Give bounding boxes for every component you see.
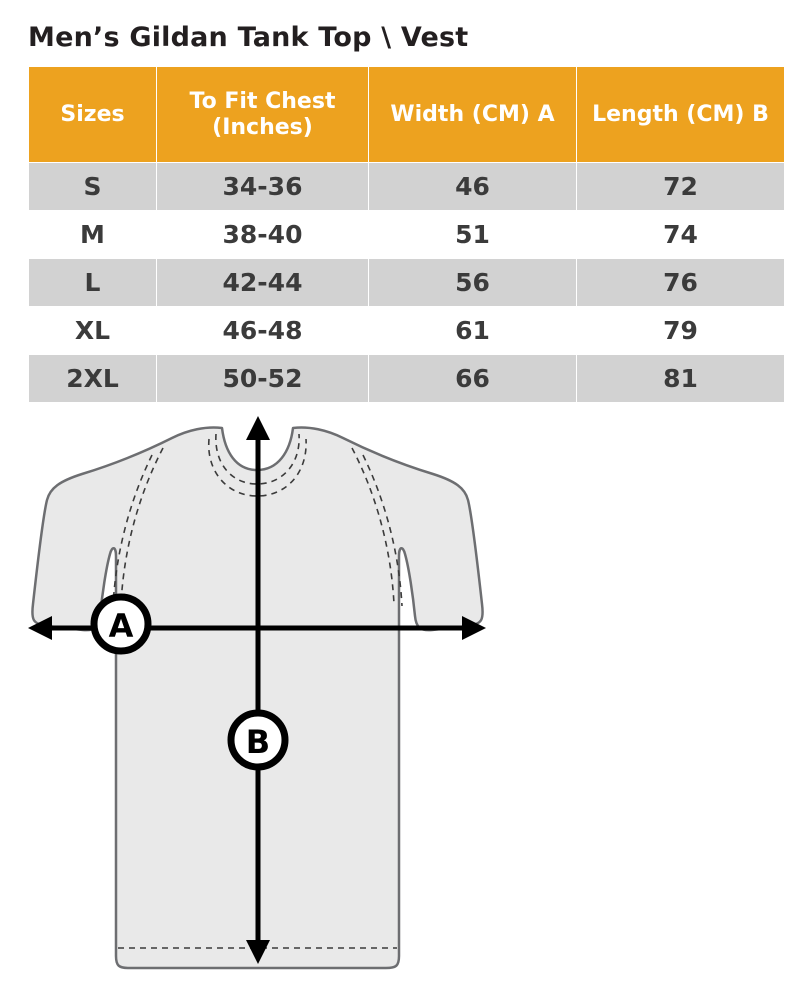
page-title: Men’s Gildan Tank Top \ Vest [28, 22, 469, 53]
marker-a [94, 597, 148, 651]
cell-chest: 42-44 [157, 259, 369, 307]
cell-length: 76 [577, 259, 785, 307]
marker-a-label: A [108, 607, 134, 645]
cell-width: 61 [369, 307, 577, 355]
cell-size: 2XL [29, 355, 157, 403]
table-row [29, 259, 785, 307]
size-chart-table [28, 66, 785, 403]
cell-chest: 50-52 [157, 355, 369, 403]
cell-length: 74 [577, 211, 785, 259]
cell-size: L [29, 259, 157, 307]
table-row [29, 211, 785, 259]
cell-length: 79 [577, 307, 785, 355]
table-header-row [29, 67, 785, 163]
marker-b-label: B [245, 723, 271, 761]
table-row [29, 163, 785, 211]
cell-size: S [29, 163, 157, 211]
cell-chest: 46-48 [157, 307, 369, 355]
column-header-sizes: Sizes [29, 67, 157, 163]
cell-length: 72 [577, 163, 785, 211]
cell-length: 81 [577, 355, 785, 403]
cell-width: 66 [369, 355, 577, 403]
garment-diagram [0, 408, 812, 1000]
cell-chest: 34-36 [157, 163, 369, 211]
cell-width: 56 [369, 259, 577, 307]
cell-size: XL [29, 307, 157, 355]
cell-width: 46 [369, 163, 577, 211]
cell-width: 51 [369, 211, 577, 259]
column-header-length: Length (CM) B [577, 67, 785, 163]
column-header-width: Width (CM) A [369, 67, 577, 163]
marker-b [231, 713, 285, 767]
table-row [29, 307, 785, 355]
table-row [29, 355, 785, 403]
cell-size: M [29, 211, 157, 259]
column-header-chest: To Fit Chest (Inches) [157, 67, 369, 163]
cell-chest: 38-40 [157, 211, 369, 259]
